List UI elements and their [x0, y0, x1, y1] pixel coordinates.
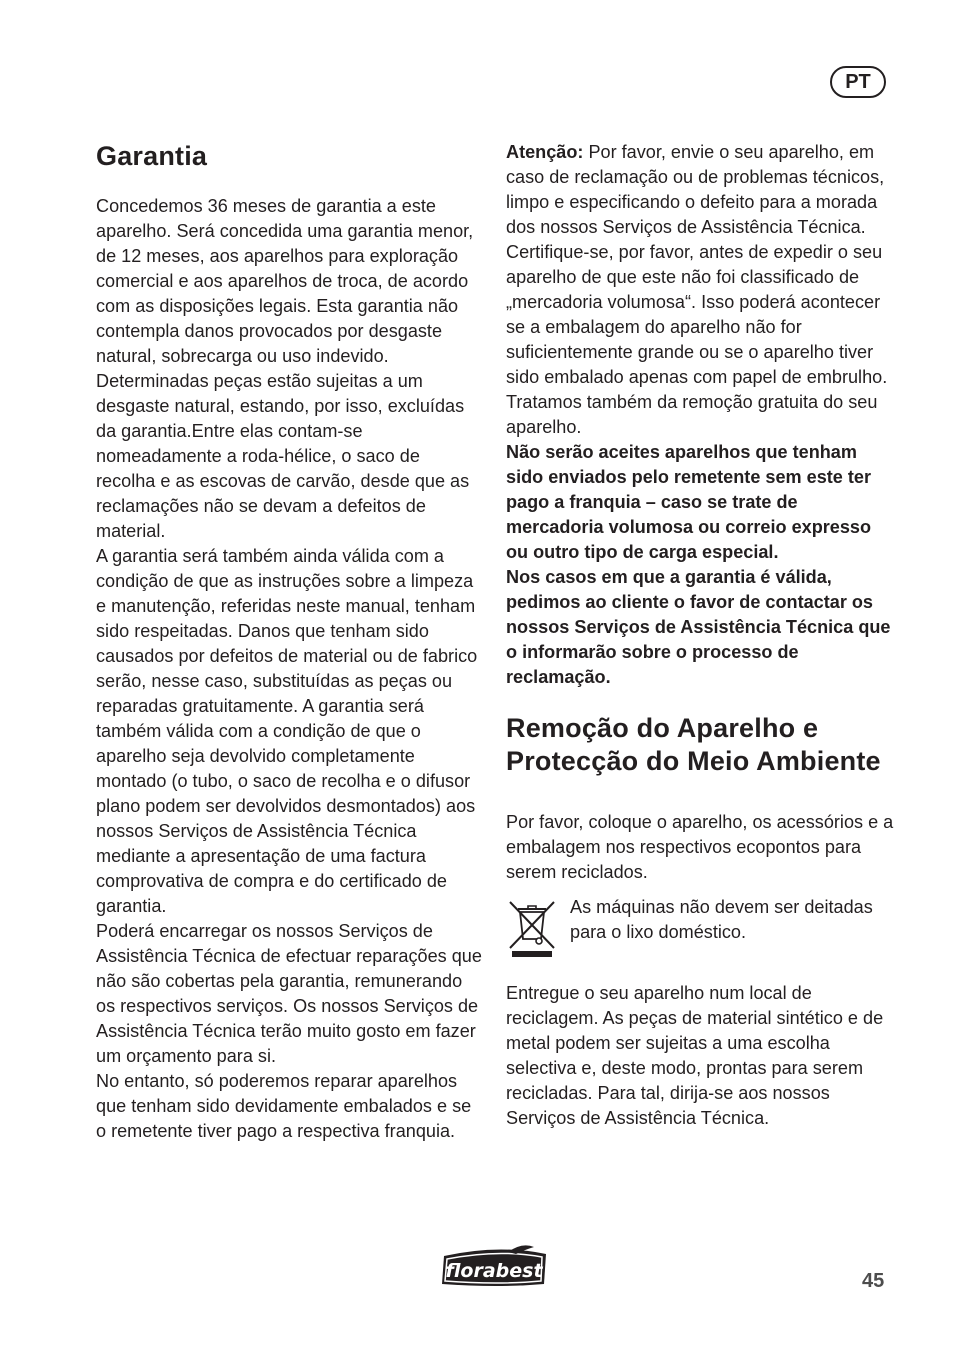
crossed-out-wheelie-bin-icon: [506, 896, 558, 958]
attention-paragraph: [506, 140, 894, 240]
shipping-paragraph: Certifique-se, por favor, antes de expedir o seu aparelho de que este não foi classificado de „mercadoria volumosa“. Isso poderá acontecer se a embalagem do aparelho não for suficientemente grande ou se o aparelho tiver sido embalado apenas com papel de embrulho. Tratamos também da remoção gratuita do seu aparelho.: [506, 242, 888, 437]
warranty-paragraph-3: Poderá encarregar os nossos Serviços de Assistência Técnica de efectuar reparações que não são cobertas pela garantia, remunerando os respectivos serviços. Os nossos Serviços de Assistência Técnica terão muito gosto em fazer um orçamento para si.: [96, 921, 482, 1066]
left-column: [96, 140, 484, 1144]
attention-text: Por favor, envie o seu aparelho, em caso de reclamação ou de problemas técnicos, limpo e especificando o defeito para a morada dos nossos Serviços de Assistência Técnica.: [506, 142, 885, 237]
warranty-paragraph-4: No entanto, só poderemos reparar aparelhos que tenham sido devidamente embalados e se o remetente tiver pago a respectiva franquia.: [96, 1071, 472, 1141]
florabest-logo: [438, 1244, 552, 1290]
language-badge: PT: [830, 66, 886, 98]
attention-label: Atenção:: [506, 142, 584, 162]
bold-notice-2: Nos casos em que a garantia é válida, pedimos ao cliente o favor de contactar os nossos Serviços de Assistência Técnica que o informarão sobre o processo de reclamação.: [506, 567, 891, 687]
warranty-paragraph-2: A garantia será também ainda válida com a condição de que as instruções sobre a limpeza e manutenção, referidas neste manual, tenham sido respeitadas. Danos que tenham sido causados por defeitos de material ou de fabrico serão, nesse caso, substituídas as peças ou reparadas gratuitamente. A garantia será também válida com a condição de que o aparelho seja devolvido completamente montado (o tubo, o saco de recolha e o difusor plano podem ser devolvidos desmontados) aos nossos Serviços de Assistência Técnica mediante a apresentação de uma factura comprovativa de compra e do certificado de garantia.: [96, 546, 478, 916]
weee-notice: [506, 895, 894, 970]
right-column: [506, 140, 894, 1131]
warranty-paragraph-1: Concedemos 36 meses de garantia a este aparelho. Será concedida uma garantia menor, de 12 meses, aos aparelhos para exploração comercial e aos aparelhos de troca, de acordo com as disposições legais. Esta garantia não contempla danos provocados por desgaste natural, sobrecarga ou uso indevido. Determinadas peças estão sujeitas a um desgaste natural, estando, por isso, excluídas da garantia.Entre elas contam-se nomeadamente a roda-hélice, o saco de recolha e as escovas de carvão, desde que as reclamações não se devam a defeitos de material.: [96, 196, 474, 541]
page-number: 45: [862, 1270, 885, 1292]
recycle-paragraph: Por favor, coloque o aparelho, os acessórios e a embalagem nos respectivos ecopontos para serem reciclados.: [506, 812, 894, 882]
bold-notice-1: Não serão aceites aparelhos que tenham sido enviados pelo remetente sem este ter pago a franquia – caso se trate de mercadoria volumosa ou correio expresso ou outro tipo de carga especial.: [506, 442, 872, 562]
weee-text: As máquinas não devem ser deitadas para o lixo doméstico.: [570, 897, 873, 942]
section-title-garantia: Garantia: [96, 141, 208, 171]
recycling-info-paragraph: Entregue o seu aparelho num local de reciclagem. As peças de material sintético e de metal podem ser sujeitas a uma escolha selectiva e, deste modo, prontas para serem recicladas. Para tal, dirija-se aos nossos Serviços de Assistência Técnica.: [506, 983, 884, 1128]
svg-text:florabest: florabest: [445, 1260, 543, 1282]
section-title-removal: Remoção do Aparelho e Protecção do Meio Ambiente: [506, 713, 881, 776]
